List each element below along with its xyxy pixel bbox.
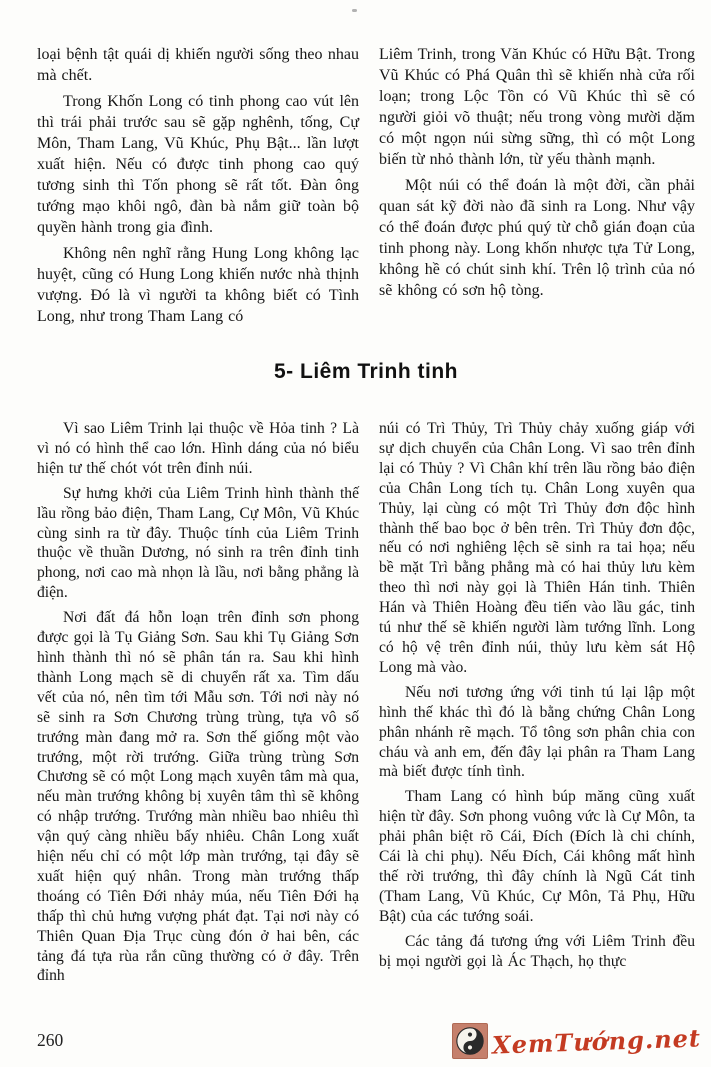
- paragraph: Sự hưng khởi của Liêm Trinh hình thành thế lầu rồng bảo điện, Tham Lang, Cự Môn, Vũ Khúc cùng sinh ra từ đây. Thuộc tính của Liêm Trinh thuộc về thuần Dương, nó sinh ra trên đỉnh tinh phong, nơi cao mà nhọn là lầu, nơi bằng phẳng là điện.: [37, 484, 359, 602]
- watermark-text: XemTướng.net: [491, 1022, 702, 1060]
- paragraph: Trong Khốn Long có tinh phong cao vút lên thì trái phải trước sau sẽ gặp nghênh, tống, Cự Môn, Tham Lang, Vũ Khúc, Phụ Bật... lần lượt xuất hiện. Nếu có được tinh phong cao quý tương sinh thì Tốn phong sẽ rất tốt. Đàn ông tướng mạo khôi ngô, đàn bà nắm giữ toàn bộ quyền hành trong gia đình.: [37, 93, 359, 236]
- paragraph: Vì sao Liêm Trinh lại thuộc về Hỏa tinh ? Là vì nó có hình thể cao lớn. Hình dáng của nó biểu hiện tư thế chót vót trên đỉnh núi.: [37, 420, 359, 477]
- paragraph: Nơi đất đá hỗn loạn trên đỉnh sơn phong được gọi là Tụ Giảng Sơn. Sau khi Tụ Giảng Sơn hình thành thì nó sẽ phân tán ra. Sau khi hình thành Long mạch sẽ di chuyển rất xa. Tìm dấu vết của nó, nên tìm tới Mẫu sơn. Tới nơi này nó sẽ sinh ra Sơn Chương trùng trùng, tựa vô số trướng màn đang mở ra. Sơn thế giống một vào trướng, một rời trướng. Giữa trùng trùng Sơn Chương sẽ có một Long mạch xuyên tâm mà qua, nếu màn trướng không bị xuyên tâm thì sẽ không có nhập trướng. Trướng màn nhiều bao nhiêu thì vận quý càng nhiều bấy nhiêu. Chân Long xuất hiện nếu chỉ có một lớp màn trướng, tại đây sẽ xuất hiện quý nhân. Trong màn trướng thấp thoáng có Tiên Đới nhảy múa, nếu Tiên Đới hạ thấp thì chủ hưng vượng phát đạt. Tại nơi này có Thiên Quan Địa Trục cùng đón ở hai bên, các tảng đá tựa rùa rắn cũng thường có ở đây. Trên đỉnh: [37, 609, 359, 985]
- paragraph: Không nên nghĩ rằng Hung Long không lạc huyệt, cũng có Hung Long khiến nước nhà thịnh vượng. Đó là vì người ta không biết có Tình Long, như trong Tham Lang có: [37, 245, 359, 325]
- paragraph: Nếu nơi tương ứng với tinh tú lại lập một hình thế khác thì đó là bằng chứng Chân Long phân nhánh rẽ mạch. Tổ tông sơn phân chia con cháu và anh em, đến đây lại phân ra Tham Lang mà biết được tính tình.: [379, 683, 695, 781]
- scan-speck: [352, 9, 357, 12]
- paragraph: Tham Lang có hình búp măng cũng xuất hiện từ đây. Sơn phong vuông vức là Cự Môn, ta phải phân biệt rõ Cái, Đích (Đích là chi chính, Cái là chi phụ). Nếu Đích, Cái không mất hình thế rời trướng, thì đây chính là Ngũ Cát tinh (Tham Lang, Vũ Khúc, Cự Môn, Tả Phụ, Hữu Bật) của các tướng soái.: [379, 788, 695, 925]
- paragraph: Các tảng đá tương ứng với Liêm Trinh đều bị mọi người gọi là Ác Thạch, họ thực: [379, 932, 695, 970]
- bottom-section: [37, 419, 695, 986]
- yin-yang-icon: [452, 1023, 488, 1059]
- section-heading: 5- Liêm Trinh tinh: [273, 360, 458, 383]
- top-left-column: [37, 44, 359, 327]
- top-right-column: [379, 44, 695, 327]
- bottom-right-column: [379, 419, 695, 986]
- bottom-left-column: [37, 419, 359, 986]
- paragraph: Một núi có thể đoán là một đời, cần phải quan sát kỹ đời nào đã sinh ra Long. Như vậy có thể đoán được phú quý từ chỗ gián đoạn của tinh phong này. Long khốn nhược tựa Tử Long, không hề có chút sinh khí. Trên lộ trình của nó sẽ không có sơn hộ tòng.: [379, 177, 695, 299]
- paragraph: loại bệnh tật quái dị khiến người sống theo nhau mà chết.: [37, 46, 359, 84]
- watermark: [452, 1023, 701, 1059]
- paragraph: Liêm Trinh, trong Văn Khúc có Hữu Bật. Trong Vũ Khúc có Phá Quân thì sẽ khiến nhà cửa rối loạn; trong Lộc Tồn có Vũ Khúc thì sẽ có người giỏi võ thuật; nếu trong vòng mười dặm có một ngọn núi sừng sững, thì có một Long biến từ nhỏ thành lớn, từ yếu thành mạnh.: [379, 46, 695, 168]
- paragraph: núi có Trì Thủy, Trì Thủy chảy xuống giáp với sự dịch chuyển của Chân Long. Vì sao trên đỉnh lại có Thủy ? Vì Chân khí trên lầu rồng bảo điện của Chân Long tích tụ. Chân Long xuyên qua Thủy, lại cùng có một Trì Thủy đơn độc hình thành thế bao bọc ở bên trên. Trì Thủy đơn độc, nếu có nơi nghiêng lệch sẽ sinh ra tai họa; nếu bề mặt Trì bằng phẳng mà có hai thủy lưu kèm theo thì nơi này gọi là Thiên Hán tinh. Thiên Hán và Thiên Hoàng đều tiến vào lầu gác, tinh tú như thế sẽ khiến người làm tướng lĩnh. Long có hộ vệ trên đỉnh núi, thủy lưu kèm sát Hộ Long mà vào.: [379, 420, 695, 676]
- page-number: 260: [37, 1030, 64, 1050]
- top-section: [37, 44, 695, 327]
